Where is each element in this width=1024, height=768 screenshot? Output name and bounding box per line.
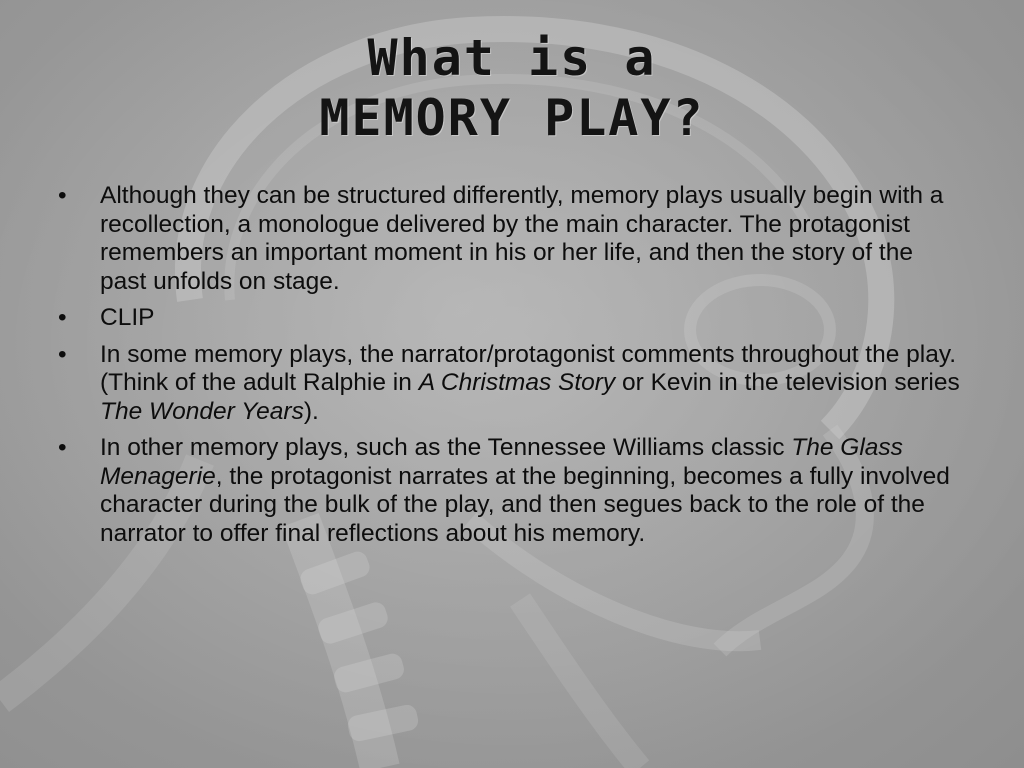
slide-title: [0, 28, 1024, 148]
bullet-item-3: [56, 341, 966, 427]
bullet-marker: •: [58, 304, 67, 331]
bullet-text: CLIP: [100, 304, 155, 331]
bullet-list: [56, 182, 966, 556]
bullet-text-part: or Kevin in the television series: [615, 369, 960, 396]
bullet-text-part: In some memory plays, the narrator/protagonist comments throughout the play. (Think of the adult Ralphie in: [100, 340, 957, 396]
bullet-item-4: [56, 434, 966, 548]
bullet-text-part: In other memory plays, such as the Tennessee Williams classic: [100, 434, 792, 461]
film-title-italic: A Christmas Story: [418, 369, 616, 396]
bullet-text-part: ).: [303, 397, 319, 425]
play-title-italic: The Glass Menagerie: [100, 434, 903, 490]
bullet-marker: •: [58, 182, 67, 209]
title-line-2: MEMORY PLAY?: [319, 89, 705, 147]
bullet-item-1: [56, 182, 966, 296]
series-title-italic: The Wonder Years: [100, 397, 304, 425]
bullet-item-2: [56, 304, 966, 333]
title-line-1: What is a: [367, 29, 657, 87]
bullet-marker: •: [58, 340, 67, 368]
bullet-marker: •: [58, 434, 67, 461]
bullet-text-part: , the protagonist narrates at the beginning, becomes a fully involved character during the bulk of the play, and then segues back to the role of the narrator to offer final reflections about his memory.: [100, 462, 950, 547]
bullet-text: Although they can be structured differently, memory plays usually begin with a recollection, a monologue delivered by the main character. The protagonist remembers an important moment in his or her life, and then the story of the past unfolds on stage.: [100, 182, 944, 295]
